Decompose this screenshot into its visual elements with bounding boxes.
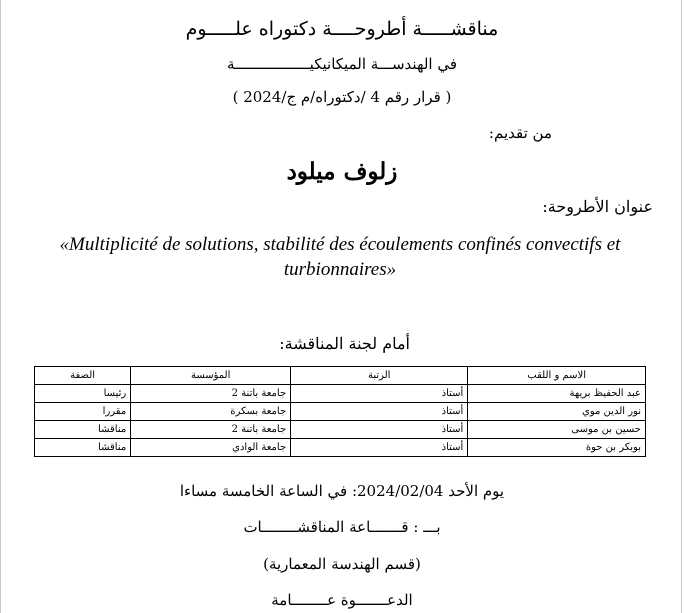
committee-table xyxy=(34,366,646,457)
field-subtitle: في الهندســـة الميكانيكيـــــــــــــــــة xyxy=(226,55,458,73)
member-rank: أستاذ xyxy=(291,403,468,421)
member-institution: جامعة بسكرة xyxy=(131,403,291,421)
member-name: حسين بن موسى xyxy=(468,421,646,439)
member-rank: أستاذ xyxy=(291,385,468,403)
member-role: رئيسا xyxy=(35,385,131,403)
member-rank: أستاذ xyxy=(291,421,468,439)
committee-header-row xyxy=(35,367,646,385)
thesis-title: «Multiplicité de solutions, stabilité des écoulements confinés convectifs et turbionnaires» xyxy=(59,234,621,280)
member-rank: أستاذ xyxy=(291,439,468,457)
presenter-name: زلوف ميلود xyxy=(286,158,398,185)
committee-label: أمام لجنة المناقشة: xyxy=(279,334,410,353)
member-institution: جامعة باتنة 2 xyxy=(131,385,291,403)
member-name: عبد الحفيظ بريهة xyxy=(468,385,646,403)
table-row xyxy=(35,421,646,439)
member-institution: جامعة الوادي xyxy=(131,439,291,457)
member-institution: جامعة باتنة 2 xyxy=(131,421,291,439)
presented-by-label: من تقديم: xyxy=(488,124,552,142)
table-row xyxy=(35,439,646,457)
department-name: (قسم الهندسة المعمارية) xyxy=(263,555,421,573)
table-row xyxy=(35,403,646,421)
member-name: نور الدين موي xyxy=(468,403,646,421)
defense-date: يوم الأحد 2024/02/04: في الساعة الخامسة مساءا xyxy=(179,482,505,500)
header-name: الاسم و اللقب xyxy=(468,367,646,385)
member-name: بوبكر بن حوة xyxy=(468,439,646,457)
member-role: مقررا xyxy=(35,403,131,421)
header-rank: الرتبة xyxy=(291,367,468,385)
decree-number: ( قرار رقم 4 /دكتوراه/م ج/2024 ) xyxy=(232,88,452,106)
header-role: الصفة xyxy=(35,367,131,385)
public-invitation: الدعـــــــوة عــــــــامة xyxy=(271,591,413,609)
header-institution: المؤسسة xyxy=(131,367,291,385)
member-role: مناقشا xyxy=(35,421,131,439)
thesis-title-label: عنوان الأطروحة: xyxy=(542,197,653,216)
defense-venue: بـــ : قـــــــاعة المناقشــــــــات xyxy=(243,518,441,536)
document-title: مناقشـــــة أطروحــــة دكتوراه علـــــوم xyxy=(185,18,499,40)
member-role: مناقشا xyxy=(35,439,131,457)
table-row xyxy=(35,385,646,403)
